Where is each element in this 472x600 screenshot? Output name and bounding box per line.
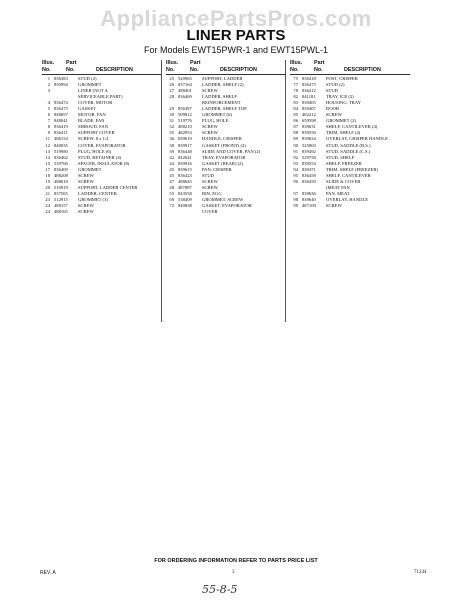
header-part: Part xyxy=(190,60,201,66)
part-number: 841181 xyxy=(302,94,316,100)
part-number: 488157 xyxy=(54,202,68,208)
illus-number: 36 xyxy=(169,136,174,142)
illus-number: 35 xyxy=(169,130,174,136)
header-rule xyxy=(166,74,286,75)
part-number: 836475 xyxy=(302,82,316,88)
illus-number: 93 xyxy=(293,160,298,166)
part-number: 509812 xyxy=(178,112,192,118)
part-number: 519980 xyxy=(54,148,68,154)
part-description: BIN, EGG xyxy=(202,190,222,196)
illus-number: 29 xyxy=(169,106,174,112)
part-number: 836462 xyxy=(54,154,68,160)
part-number: 836448 xyxy=(178,148,192,154)
illus-number: 20 xyxy=(45,184,50,190)
illus-number: 24 xyxy=(45,202,50,208)
page-subtitle: For Models EWT15PWR-1 and EWT15PWL-1 xyxy=(143,45,329,55)
part-number: 836458 xyxy=(302,172,316,178)
part-description: OVERLAY, CRISPER HANDLE xyxy=(326,136,388,142)
part-number: 525803 xyxy=(302,142,316,148)
part-number: 836475 xyxy=(54,106,68,112)
header-part-no: No. xyxy=(314,67,323,73)
part-number: 529758 xyxy=(302,154,316,160)
part-number: 843558 xyxy=(178,190,192,196)
document-code: 71244 xyxy=(414,570,427,575)
part-description: COVER xyxy=(202,209,218,215)
part-description: COVER, EVAPORATOR xyxy=(78,142,126,148)
part-number: 482212 xyxy=(302,112,316,118)
illus-number: 4 xyxy=(47,100,50,106)
part-number: 487109 xyxy=(302,202,316,208)
illus-number: 9 xyxy=(47,130,50,136)
illus-number: 77 xyxy=(293,82,298,88)
part-description: SCREW xyxy=(202,124,218,130)
part-description: STUD, RETAINER (4) xyxy=(78,154,122,160)
part-description: DOOR xyxy=(326,106,340,112)
illus-number: 85 xyxy=(293,112,298,118)
part-description: STUD, SADDLE (L.S.) xyxy=(326,148,371,154)
illus-number: 42 xyxy=(169,154,174,160)
part-number: 487887 xyxy=(178,184,192,190)
header-illus: Illus. xyxy=(166,60,179,66)
part-description: SLIDE AND COVER, PAN (2) xyxy=(202,148,261,154)
part-description: SCREW xyxy=(202,130,218,136)
part-number: 836450 xyxy=(302,178,316,184)
illus-number: 18 xyxy=(45,172,50,178)
illus-number: 90 xyxy=(293,142,298,148)
parts-column-3 xyxy=(290,60,410,209)
illus-number: 8 xyxy=(47,124,50,130)
page-title: LINER PARTS xyxy=(186,27,286,44)
part-description: SHROUD, FAN xyxy=(78,124,109,130)
illus-number: 89 xyxy=(293,136,298,142)
part-description: SHELF, CANTILEVER (4) xyxy=(326,124,378,130)
part-number: 839619 xyxy=(178,136,192,142)
column-header xyxy=(42,60,162,76)
part-number: 488208 xyxy=(54,172,68,178)
part-description: GROMMET, SCREW xyxy=(202,196,244,202)
part-description: GROMMET (3) xyxy=(78,196,108,202)
part-description: SCREW xyxy=(326,202,342,208)
part-description: LADDER, SHELF TOP xyxy=(202,106,247,112)
part-description: SLIDE & COVER xyxy=(326,178,361,184)
illus-number: 21 xyxy=(45,190,50,196)
part-number: 842041 xyxy=(178,154,192,160)
part-description: SCREW xyxy=(78,178,94,184)
illus-number: 12 xyxy=(45,142,50,148)
part-number: 839634 xyxy=(302,136,316,142)
part-number: 856387 xyxy=(178,106,192,112)
illus-number: 91 xyxy=(293,148,298,154)
part-description: GASKET (FRONT) (2) xyxy=(202,142,246,148)
illus-number: 11 xyxy=(45,136,50,142)
illus-number xyxy=(166,209,174,215)
part-number: 659598 xyxy=(302,118,316,124)
illus-number: 44 xyxy=(169,160,174,166)
part-description: SUPPORT, LADDER xyxy=(202,76,243,81)
part-description: LADDER, SHELF (2) xyxy=(202,82,244,88)
header-illus-no: No. xyxy=(290,67,299,73)
part-number: 839471 xyxy=(302,166,316,172)
part-description: HANDLE, CRISPER xyxy=(202,136,242,142)
illus-number: 5 xyxy=(47,106,50,112)
part-number: 836474 xyxy=(54,100,68,106)
header-illus-no: No. xyxy=(42,67,51,73)
illus-number: 99 xyxy=(293,202,298,208)
header-rule xyxy=(290,74,410,75)
column-header xyxy=(166,60,286,76)
illus-number: 17 xyxy=(45,166,50,172)
header-illus: Illus. xyxy=(290,60,303,66)
illus-number: 87 xyxy=(293,124,298,130)
part-number: 848041 xyxy=(54,118,68,124)
illus-number: 26 xyxy=(169,82,174,88)
illus-number: 95 xyxy=(293,172,298,178)
part-description: POST, CRISPER xyxy=(326,76,358,81)
part-number: 486154 xyxy=(54,136,68,142)
part-description: SCREW xyxy=(78,209,94,215)
part-description: TRIM, SHELF (4) xyxy=(326,130,361,136)
illus-number: 13 xyxy=(45,148,50,154)
part-description: (MEAT PAN xyxy=(326,184,350,190)
column-header xyxy=(290,60,410,76)
part-number: 539760 xyxy=(54,160,68,166)
part-row xyxy=(290,203,410,209)
handwritten-note: 55-8-5 xyxy=(202,583,238,596)
part-description: STUD (2) xyxy=(326,82,345,88)
part-description: SCREW xyxy=(78,172,94,178)
part-description: SUPPORT COVER xyxy=(78,130,115,136)
parts-column-1 xyxy=(42,60,162,215)
part-description: TRAY, ICE (2) xyxy=(326,94,354,100)
part-description: BLADE, FAN xyxy=(78,118,105,124)
illus-number: 45 xyxy=(169,172,174,178)
part-number xyxy=(178,209,202,215)
part-description: GASKET xyxy=(78,106,97,112)
illus-number: 30 xyxy=(169,112,174,118)
part-number: 840838 xyxy=(178,202,192,208)
illus-number: 38 xyxy=(169,142,174,148)
header-part-no: No. xyxy=(66,67,75,73)
header-part: Part xyxy=(314,60,325,66)
part-number: 519776 xyxy=(178,118,192,124)
ordering-footer: FOR ORDERING INFORMATION REFER TO PARTS PRICE LIST xyxy=(154,558,318,564)
part-number: 837164 xyxy=(178,82,192,88)
illus-number: 23 xyxy=(45,196,50,202)
part-number: 850994 xyxy=(54,82,68,88)
part-number: 520965 xyxy=(178,76,192,81)
part-description: SCREW xyxy=(78,202,94,208)
part-description: LINER (NOT A xyxy=(78,88,108,94)
part-number: 839615 xyxy=(178,166,192,172)
illus-number: 84 xyxy=(293,106,298,112)
part-description: SPACER, INSULATOR (8) xyxy=(78,160,130,166)
part-description: SHELF, FREEZER xyxy=(326,160,362,166)
illus-number: 6 xyxy=(47,112,50,118)
part-number: 510919 xyxy=(54,184,68,190)
part-description: SCREW, 8 x 1/2 xyxy=(78,136,109,142)
illus-number: 83 xyxy=(293,100,298,106)
part-description: SCREW xyxy=(202,178,218,184)
part-number: 837565 xyxy=(54,190,68,196)
illus-number: 55 xyxy=(169,190,174,196)
illus-number: 1 xyxy=(47,76,50,81)
illus-number: 94 xyxy=(293,166,298,172)
illus-number: 86 xyxy=(293,118,298,124)
part-description: STUD, SHELF xyxy=(326,154,355,160)
part-description: HOUSING, TRAY xyxy=(326,100,361,106)
part-description: COVER, MOTOR xyxy=(78,100,113,106)
part-description: OVERLAY, HANDLE xyxy=(326,196,369,202)
part-description: GROMMET xyxy=(78,82,102,88)
parts-column-2 xyxy=(166,60,286,215)
part-number: 836469 xyxy=(178,94,192,100)
part-number: 836412 xyxy=(302,88,316,94)
part-description: LADDER, SHELF xyxy=(202,94,237,100)
part-description: REINFORCEMENT xyxy=(202,100,241,106)
illus-number: 31 xyxy=(169,118,174,124)
part-description: GROMMET (2) xyxy=(326,118,356,124)
part-description: GASKET (REAR) (2) xyxy=(202,160,244,166)
part-number: 840035 xyxy=(54,142,68,148)
illus-number: 32 xyxy=(169,124,174,130)
part-number: 836409 xyxy=(54,166,68,172)
part-description: TRAY, EVAPORATOR xyxy=(202,154,246,160)
header-rule xyxy=(42,74,162,75)
part-number: 848697 xyxy=(54,112,68,118)
illus-number: 24 xyxy=(45,209,50,215)
part-description: SCREW xyxy=(202,184,218,190)
illus-number: 7 xyxy=(47,118,50,124)
part-description: PAN, MEAT xyxy=(326,190,350,196)
part-number: 839556 xyxy=(302,130,316,136)
part-number: 488210 xyxy=(178,124,192,130)
illus-number: 75 xyxy=(293,76,298,81)
part-number: 482953 xyxy=(178,130,192,136)
header-illus-no: No. xyxy=(166,67,175,73)
part-number: 839917 xyxy=(178,142,192,148)
illus-number: 98 xyxy=(293,196,298,202)
part-description: GROMMET (6) xyxy=(202,112,232,118)
illus-number: 72 xyxy=(169,202,174,208)
part-number: 839407 xyxy=(302,106,316,112)
part-description: SERVICEABLE PART) xyxy=(78,94,123,100)
part-description: PAN, CRISPER xyxy=(202,166,232,172)
header-description: DESCRIPTION xyxy=(96,67,133,73)
header-description: DESCRIPTION xyxy=(220,67,257,73)
illus-number: 28 xyxy=(169,94,174,100)
illus-number: 45 xyxy=(169,166,174,172)
illus-number: 96 xyxy=(293,178,298,184)
part-number: 839405 xyxy=(302,100,316,106)
header-part: Part xyxy=(66,60,77,66)
part-description: SHELF, CANTILEVER xyxy=(326,172,371,178)
part-number: 839554 xyxy=(302,160,316,166)
illus-number: 48 xyxy=(169,184,174,190)
part-description: TRIM, SHELF (FREEZER) xyxy=(326,166,378,172)
part-row xyxy=(166,209,286,215)
watermark: AppliancePartsPros.com xyxy=(100,6,372,31)
illus-number: 97 xyxy=(293,190,298,196)
illus-number: 39 xyxy=(169,148,174,154)
illus-number: 92 xyxy=(293,154,298,160)
part-number: 488401 xyxy=(178,88,192,94)
illus-number: 69 xyxy=(169,196,174,202)
part-number: 839631 xyxy=(302,124,316,130)
illus-number: 27 xyxy=(169,88,174,94)
illus-number: 25 xyxy=(169,76,174,81)
part-description: LADDER, CENTER xyxy=(78,190,117,196)
illus-number: 88 xyxy=(293,130,298,136)
part-number: 488618 xyxy=(54,178,68,184)
part-number: 839636 xyxy=(302,190,316,196)
part-number: 488645 xyxy=(178,178,192,184)
part-description: SCREW xyxy=(202,88,218,94)
illus-number: 19 xyxy=(45,178,50,184)
part-description: MOTOR, FAN xyxy=(78,112,106,118)
header-part-no: No. xyxy=(190,67,199,73)
illus-number: 14 xyxy=(45,154,50,160)
illus-number: 3 xyxy=(47,88,50,94)
illus-number: 47 xyxy=(169,178,174,184)
part-number: 836423 xyxy=(178,172,192,178)
part-description: SUPPORT, LADDER CENTER xyxy=(78,184,138,190)
part-description: PLUG, HOLE (6) xyxy=(78,148,112,154)
part-description: GASKET, EVAPORATOR xyxy=(202,202,252,208)
page-number: 3 xyxy=(232,570,235,575)
header-illus: Illus. xyxy=(42,60,55,66)
part-row xyxy=(42,209,162,215)
illus-number: 82 xyxy=(293,94,298,100)
part-number: 836419 xyxy=(54,124,68,130)
part-number: 836418 xyxy=(302,76,316,81)
part-description: STUD (2) xyxy=(78,76,97,81)
revision-label: REV. A xyxy=(40,570,56,576)
part-number: 488165 xyxy=(54,209,68,215)
part-description: PLUG, HOLE xyxy=(202,118,229,124)
part-description: STUD xyxy=(202,172,214,178)
part-description: SCREW xyxy=(326,112,342,118)
illus-number: 2 xyxy=(47,82,50,88)
part-number: 839640 xyxy=(302,196,316,202)
part-number: 839492 xyxy=(302,148,316,154)
header-description: DESCRIPTION xyxy=(344,67,381,73)
part-description: STUD xyxy=(326,88,338,94)
part-number: 839916 xyxy=(178,160,192,166)
illus-number: 15 xyxy=(45,160,50,166)
illus-number: 78 xyxy=(293,88,298,94)
part-description: GROMMET xyxy=(78,166,102,172)
part-number: 538409 xyxy=(178,196,192,202)
part-number: 836383 xyxy=(54,76,68,81)
part-number: 836411 xyxy=(54,130,68,136)
part-description: STUD, SADDLE (R.S.) xyxy=(326,142,371,148)
part-number: 512915 xyxy=(54,196,68,202)
